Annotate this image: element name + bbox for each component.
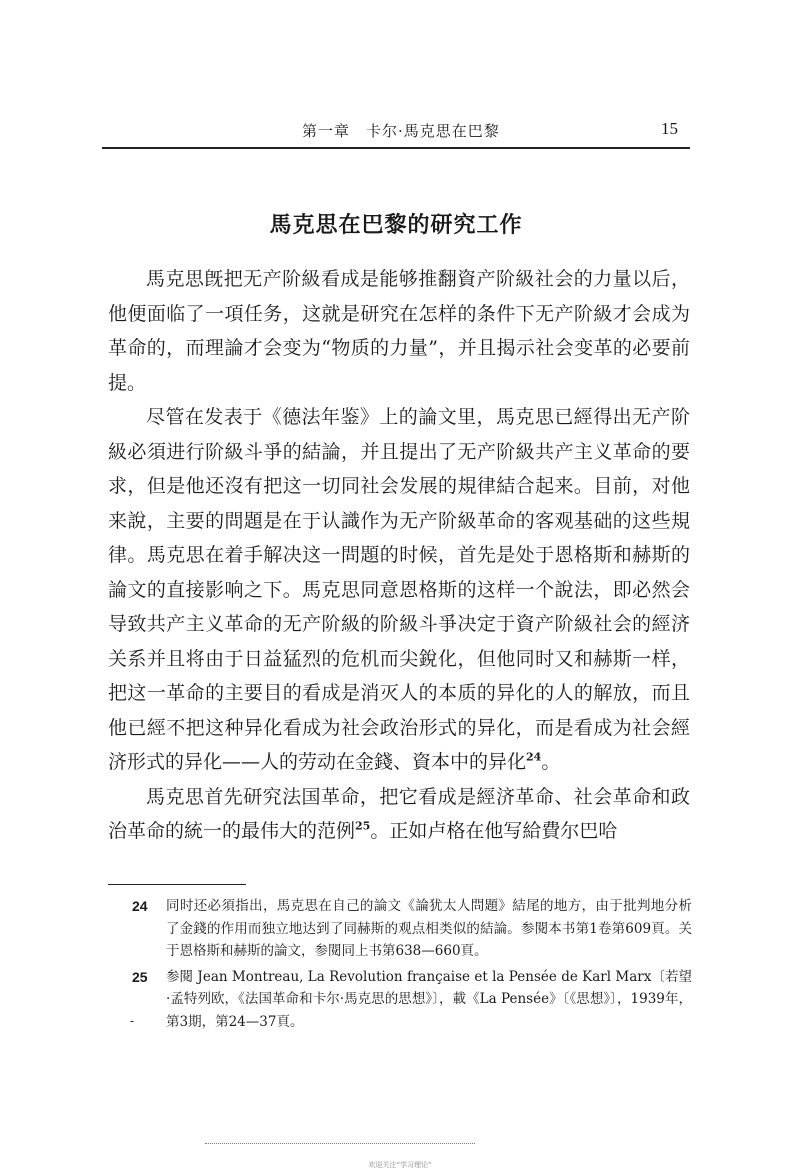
running-header — [102, 116, 690, 146]
footnote — [132, 966, 692, 1034]
paragraph: 馬克思首先研究法国革命，把它看成是經济革命、社会革命和政治革命的統一的最伟大的范例$^{25}$。正如卢格在他写給費尔巴哈 — [108, 785, 690, 842]
page-number: 15 — [661, 119, 678, 138]
paragraph: 馬克思旣把无产阶級看成是能够推翻資产阶級社会的力量以后，他便面临了一項任务，这就是研究在怎样的条件下无产阶級才会成为革命的，而理論才会变为“物质的力量”，并且揭示社会变革的必要前提。 — [108, 268, 690, 394]
footnote-ref[interactable]: 25 — [355, 819, 371, 833]
footnote — [132, 895, 692, 963]
footnote-text: 参閱 Jean Montreau, La Revolution française et la Pensée de Karl Marx〔若望·孟特列欧，《法国革命和卡尔·馬克思的思想》〕，載《La Pensée》〔《思想》〕，1939年，第3期，第24—37頁。 — [166, 968, 692, 1030]
body-text — [108, 262, 690, 849]
footnote-text: 同时还必須指出，馬克思在自己的論文《論犹太人問題》結尾的地方，由于批判地分析了金錢的作用而独立地达到了同赫斯的观点相类似的結論。参閱本书第1卷第609頁。关于恩格斯和赫斯的論文，参閱同上书第638—660頁。 — [166, 898, 692, 959]
paragraph: 尽管在发表于《德法年鉴》上的論文里，馬克思已經得出无产阶級必須进行阶級斗爭的結論，并且提出了无产阶級共产主义革命的要求，但是他还沒有把这一切同社会发展的規律結合起来。目前，对他来說，主要的問題是在于认識作为无产阶級革命的客观基础的这些規律。馬克思在着手解决这一問題的时候，首先是处于恩格斯和赫斯的論文的直接影响之下。馬克思同意恩格斯的这样一个說法，即必然会导致共产主义革命的无产阶級的阶級斗爭决定于資产阶級社会的經济关系并且将由于日益猛烈的危机而尖銳化，但他同时又和赫斯一样，把这一革命的主要目的看成是消灭人的本质的异化的人的解放，而且他已經不把这种异化看成为社会政治形式的异化，而是看成为社会經济形式的异化——人的劳动在金錢、資本中的异化$^{24}$。 — [108, 406, 690, 773]
footnote-ref[interactable]: 24 — [526, 750, 542, 764]
margin-mark: - — [130, 1013, 135, 1028]
chapter-title: 第一章 卡尔·馬克思在巴黎 — [302, 122, 500, 140]
section-title: 馬克思在巴黎的研究工作 — [269, 212, 523, 238]
footnote-number: 24 — [132, 898, 148, 914]
footnote-number: 25 — [132, 968, 148, 985]
watermark: 欢迎关注“学习理论” — [368, 1161, 432, 1169]
scan-artifact-dots — [205, 1143, 475, 1144]
header-rule — [102, 147, 690, 149]
footnote-rule — [108, 884, 246, 885]
footnotes — [132, 895, 692, 1036]
